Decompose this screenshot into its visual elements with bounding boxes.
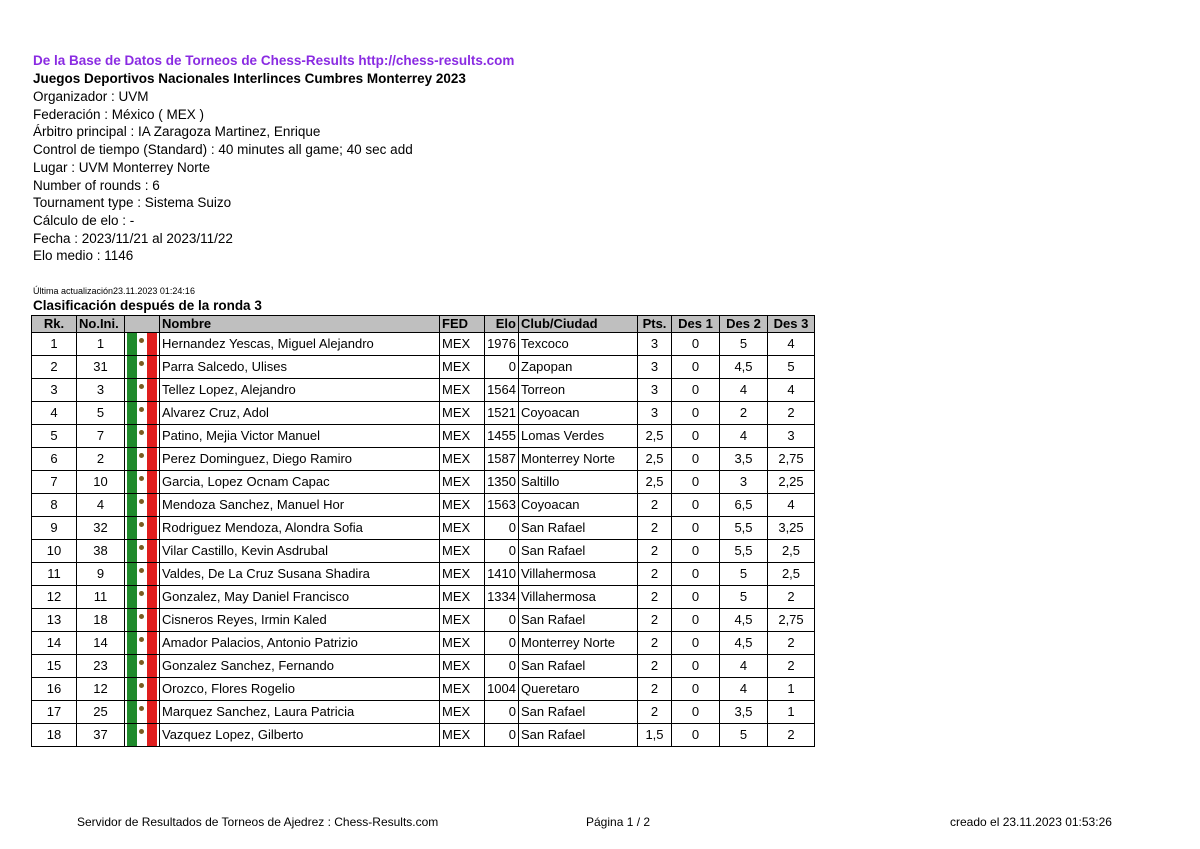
flag-cell	[125, 402, 160, 425]
mexico-flag-icon	[127, 540, 157, 562]
mexico-flag-icon	[127, 678, 157, 700]
column-header: Des 1	[672, 316, 720, 333]
last-update: Última actualización23.11.2023 01:24:16	[33, 286, 195, 296]
club-cell: Lomas Verdes	[519, 425, 638, 448]
club-cell: San Rafael	[519, 540, 638, 563]
tiebreak3-cell: 2	[768, 402, 815, 425]
start-no-cell: 14	[77, 632, 125, 655]
table-row	[32, 609, 815, 632]
rank-cell: 8	[32, 494, 77, 517]
mexico-flag-icon	[127, 724, 157, 746]
points-cell: 3	[638, 356, 672, 379]
table-row	[32, 586, 815, 609]
tiebreak2-cell: 4,5	[720, 609, 768, 632]
elo-cell: 0	[485, 701, 519, 724]
name-cell[interactable]: Cisneros Reyes, Irmin Kaled	[160, 609, 440, 632]
rank-cell: 5	[32, 425, 77, 448]
tiebreak2-cell: 4	[720, 379, 768, 402]
points-cell: 2,5	[638, 448, 672, 471]
points-cell: 3	[638, 402, 672, 425]
tiebreak3-cell: 2,5	[768, 563, 815, 586]
tiebreak3-cell: 1	[768, 701, 815, 724]
table-row	[32, 632, 815, 655]
table-row	[32, 494, 815, 517]
name-cell[interactable]: Marquez Sanchez, Laura Patricia	[160, 701, 440, 724]
tiebreak3-cell: 2,75	[768, 448, 815, 471]
fed-cell: MEX	[440, 540, 485, 563]
table-row	[32, 356, 815, 379]
mexico-flag-icon	[127, 655, 157, 677]
rank-cell: 15	[32, 655, 77, 678]
tiebreak2-cell: 3,5	[720, 701, 768, 724]
club-cell: San Rafael	[519, 701, 638, 724]
rank-cell: 1	[32, 333, 77, 356]
elo-cell: 1976	[485, 333, 519, 356]
name-cell[interactable]: Alvarez Cruz, Adol	[160, 402, 440, 425]
tiebreak3-cell: 1	[768, 678, 815, 701]
tiebreak1-cell: 0	[672, 586, 720, 609]
name-cell[interactable]: Vilar Castillo, Kevin Asdrubal	[160, 540, 440, 563]
footer-page: Página 1 / 2	[586, 815, 651, 829]
info-line: Federación : México ( MEX )	[33, 106, 205, 122]
fed-cell: MEX	[440, 471, 485, 494]
table-row	[32, 402, 815, 425]
tiebreak2-cell: 4	[720, 425, 768, 448]
name-cell[interactable]: Parra Salcedo, Ulises	[160, 356, 440, 379]
club-cell: San Rafael	[519, 609, 638, 632]
start-no-cell: 2	[77, 448, 125, 471]
table-row	[32, 425, 815, 448]
table-row	[32, 655, 815, 678]
rank-cell: 12	[32, 586, 77, 609]
tiebreak3-cell: 3,25	[768, 517, 815, 540]
start-no-cell: 12	[77, 678, 125, 701]
info-line: Fecha : 2023/11/21 al 2023/11/22	[33, 230, 233, 246]
column-header: Elo	[485, 316, 519, 333]
name-cell[interactable]: Patino, Mejia Victor Manuel	[160, 425, 440, 448]
rank-cell: 9	[32, 517, 77, 540]
tiebreak1-cell: 0	[672, 540, 720, 563]
rank-cell: 11	[32, 563, 77, 586]
fed-cell: MEX	[440, 586, 485, 609]
table-row	[32, 540, 815, 563]
flag-cell	[125, 448, 160, 471]
elo-cell: 0	[485, 724, 519, 747]
elo-cell: 1455	[485, 425, 519, 448]
column-header	[125, 316, 160, 333]
elo-cell: 1564	[485, 379, 519, 402]
tiebreak3-cell: 2	[768, 586, 815, 609]
table-row	[32, 678, 815, 701]
club-cell: Zapopan	[519, 356, 638, 379]
info-line: Árbitro principal : IA Zaragoza Martinez, Enrique	[33, 124, 321, 140]
club-cell: Saltillo	[519, 471, 638, 494]
standings-title: Clasificación después de la ronda 3	[33, 298, 262, 313]
tiebreak3-cell: 4	[768, 379, 815, 402]
mexico-flag-icon	[127, 609, 157, 631]
club-cell: Queretaro	[519, 678, 638, 701]
mexico-flag-icon	[127, 471, 157, 493]
name-cell[interactable]: Gonzalez, May Daniel Francisco	[160, 586, 440, 609]
name-cell[interactable]: Hernandez Yescas, Miguel Alejandro	[160, 333, 440, 356]
start-no-cell: 25	[77, 701, 125, 724]
column-header: Nombre	[160, 316, 440, 333]
table-row	[32, 701, 815, 724]
points-cell: 2	[638, 701, 672, 724]
flag-cell	[125, 655, 160, 678]
elo-cell: 1587	[485, 448, 519, 471]
table-row	[32, 517, 815, 540]
rank-cell: 10	[32, 540, 77, 563]
table-row	[32, 448, 815, 471]
club-cell: Coyoacan	[519, 402, 638, 425]
fed-cell: MEX	[440, 609, 485, 632]
elo-cell: 1350	[485, 471, 519, 494]
flag-cell	[125, 494, 160, 517]
tiebreak3-cell: 2,75	[768, 609, 815, 632]
flag-cell	[125, 701, 160, 724]
column-header: Rk.	[32, 316, 77, 333]
mexico-flag-icon	[127, 632, 157, 654]
elo-cell: 1521	[485, 402, 519, 425]
footer-created: creado el 23.11.2023 01:53:26	[950, 815, 1112, 829]
fed-cell: MEX	[440, 448, 485, 471]
rank-cell: 18	[32, 724, 77, 747]
points-cell: 2,5	[638, 471, 672, 494]
flag-cell	[125, 724, 160, 747]
tiebreak2-cell: 4,5	[720, 632, 768, 655]
flag-cell	[125, 333, 160, 356]
tiebreak3-cell: 2	[768, 632, 815, 655]
standings-table	[31, 315, 815, 747]
start-no-cell: 18	[77, 609, 125, 632]
name-cell[interactable]: Rodriguez Mendoza, Alondra Sofia	[160, 517, 440, 540]
mexico-flag-icon	[127, 517, 157, 539]
flag-cell	[125, 379, 160, 402]
table-row	[32, 724, 815, 747]
fed-cell: MEX	[440, 678, 485, 701]
club-cell: Villahermosa	[519, 586, 638, 609]
tiebreak3-cell: 2	[768, 655, 815, 678]
elo-cell: 0	[485, 609, 519, 632]
rank-cell: 7	[32, 471, 77, 494]
flag-cell	[125, 586, 160, 609]
tiebreak3-cell: 4	[768, 333, 815, 356]
tiebreak2-cell: 5,5	[720, 540, 768, 563]
club-cell: San Rafael	[519, 517, 638, 540]
column-header: Pts.	[638, 316, 672, 333]
info-line: Organizador : UVM	[33, 89, 149, 104]
tiebreak2-cell: 6,5	[720, 494, 768, 517]
tiebreak1-cell: 0	[672, 356, 720, 379]
rank-cell: 17	[32, 701, 77, 724]
tiebreak2-cell: 5	[720, 563, 768, 586]
club-cell: Monterrey Norte	[519, 632, 638, 655]
points-cell: 2	[638, 678, 672, 701]
club-cell: Torreon	[519, 379, 638, 402]
info-line: Lugar : UVM Monterrey Norte	[33, 159, 211, 175]
table-row	[32, 563, 815, 586]
tiebreak2-cell: 4	[720, 678, 768, 701]
tiebreak2-cell: 5	[720, 586, 768, 609]
tiebreak2-cell: 5,5	[720, 517, 768, 540]
fed-cell: MEX	[440, 632, 485, 655]
name-cell[interactable]: Tellez Lopez, Alejandro	[160, 379, 440, 402]
name-cell[interactable]: Garcia, Lopez Ocnam Capac	[160, 471, 440, 494]
points-cell: 2,5	[638, 425, 672, 448]
mexico-flag-icon	[127, 402, 157, 424]
points-cell: 3	[638, 333, 672, 356]
tiebreak1-cell: 0	[672, 632, 720, 655]
tiebreak1-cell: 0	[672, 563, 720, 586]
info-line: Tournament type : Sistema Suizo	[33, 195, 232, 211]
club-cell: San Rafael	[519, 655, 638, 678]
points-cell: 1,5	[638, 724, 672, 747]
table-row	[32, 333, 815, 356]
flag-cell	[125, 356, 160, 379]
source-link[interactable]: De la Base de Datos de Torneos de Chess-Results http://chess-results.com	[33, 53, 515, 68]
start-no-cell: 7	[77, 425, 125, 448]
tiebreak1-cell: 0	[672, 517, 720, 540]
tiebreak1-cell: 0	[672, 678, 720, 701]
tiebreak1-cell: 0	[672, 402, 720, 425]
start-no-cell: 10	[77, 471, 125, 494]
tiebreak3-cell: 5	[768, 356, 815, 379]
table-row	[32, 471, 815, 494]
elo-cell: 0	[485, 632, 519, 655]
points-cell: 2	[638, 517, 672, 540]
tiebreak1-cell: 0	[672, 609, 720, 632]
tiebreak3-cell: 2,25	[768, 471, 815, 494]
name-cell[interactable]: Valdes, De La Cruz Susana Shadira	[160, 563, 440, 586]
club-cell: San Rafael	[519, 724, 638, 747]
rank-cell: 13	[32, 609, 77, 632]
points-cell: 3	[638, 379, 672, 402]
points-cell: 2	[638, 632, 672, 655]
tiebreak1-cell: 0	[672, 448, 720, 471]
points-cell: 2	[638, 494, 672, 517]
column-header: Club/Ciudad	[519, 316, 638, 333]
rank-cell: 2	[32, 356, 77, 379]
name-cell[interactable]: Orozco, Flores Rogelio	[160, 678, 440, 701]
fed-cell: MEX	[440, 517, 485, 540]
fed-cell: MEX	[440, 563, 485, 586]
start-no-cell: 32	[77, 517, 125, 540]
fed-cell: MEX	[440, 379, 485, 402]
start-no-cell: 37	[77, 724, 125, 747]
tiebreak1-cell: 0	[672, 724, 720, 747]
name-cell[interactable]: Perez Dominguez, Diego Ramiro	[160, 448, 440, 471]
start-no-cell: 5	[77, 402, 125, 425]
tiebreak2-cell: 5	[720, 333, 768, 356]
fed-cell: MEX	[440, 701, 485, 724]
fed-cell: MEX	[440, 425, 485, 448]
tiebreak1-cell: 0	[672, 494, 720, 517]
mexico-flag-icon	[127, 425, 157, 447]
flag-cell	[125, 471, 160, 494]
fed-cell: MEX	[440, 402, 485, 425]
flag-cell	[125, 517, 160, 540]
points-cell: 2	[638, 540, 672, 563]
start-no-cell: 9	[77, 563, 125, 586]
tiebreak1-cell: 0	[672, 701, 720, 724]
rank-cell: 16	[32, 678, 77, 701]
fed-cell: MEX	[440, 333, 485, 356]
start-no-cell: 11	[77, 586, 125, 609]
tiebreak1-cell: 0	[672, 333, 720, 356]
elo-cell: 0	[485, 356, 519, 379]
info-line: Control de tiempo (Standard) : 40 minutes all game; 40 sec add	[33, 142, 413, 158]
table-row	[32, 379, 815, 402]
fed-cell: MEX	[440, 724, 485, 747]
column-header: Des 2	[720, 316, 768, 333]
start-no-cell: 4	[77, 494, 125, 517]
column-header: No.Ini.	[77, 316, 125, 333]
name-cell[interactable]: Gonzalez Sanchez, Fernando	[160, 655, 440, 678]
start-no-cell: 38	[77, 540, 125, 563]
tiebreak3-cell: 2	[768, 724, 815, 747]
mexico-flag-icon	[127, 494, 157, 516]
club-cell: Texcoco	[519, 333, 638, 356]
tiebreak1-cell: 0	[672, 425, 720, 448]
fed-cell: MEX	[440, 356, 485, 379]
tiebreak1-cell: 0	[672, 379, 720, 402]
tiebreak2-cell: 5	[720, 724, 768, 747]
points-cell: 2	[638, 655, 672, 678]
tiebreak2-cell: 4,5	[720, 356, 768, 379]
elo-cell: 1410	[485, 563, 519, 586]
points-cell: 2	[638, 609, 672, 632]
footer-server: Servidor de Resultados de Torneos de Ajedrez : Chess-Results.com	[77, 815, 439, 829]
name-cell[interactable]: Amador Palacios, Antonio Patrizio	[160, 632, 440, 655]
tiebreak1-cell: 0	[672, 471, 720, 494]
points-cell: 2	[638, 563, 672, 586]
start-no-cell: 1	[77, 333, 125, 356]
info-line: Cálculo de elo : -	[33, 212, 135, 228]
tiebreak2-cell: 4	[720, 655, 768, 678]
tournament-info	[33, 88, 514, 265]
fed-cell: MEX	[440, 494, 485, 517]
start-no-cell: 23	[77, 655, 125, 678]
flag-cell	[125, 678, 160, 701]
fed-cell: MEX	[440, 655, 485, 678]
club-cell: Villahermosa	[519, 563, 638, 586]
mexico-flag-icon	[127, 379, 157, 401]
mexico-flag-icon	[127, 701, 157, 723]
elo-cell: 1563	[485, 494, 519, 517]
tiebreak1-cell: 0	[672, 655, 720, 678]
rank-cell: 3	[32, 379, 77, 402]
tiebreak3-cell: 4	[768, 494, 815, 517]
column-header: Des 3	[768, 316, 815, 333]
elo-cell: 0	[485, 540, 519, 563]
tiebreak2-cell: 2	[720, 402, 768, 425]
info-line: Number of rounds : 6	[33, 177, 160, 193]
rank-cell: 6	[32, 448, 77, 471]
tiebreak3-cell: 3	[768, 425, 815, 448]
mexico-flag-icon	[127, 356, 157, 378]
column-header: FED	[440, 316, 485, 333]
info-line: Elo medio : 1146	[33, 248, 134, 264]
tiebreak3-cell: 2,5	[768, 540, 815, 563]
tiebreak2-cell: 3,5	[720, 448, 768, 471]
event-title: Juegos Deportivos Nacionales Interlinces Cumbres Monterrey 2023	[33, 71, 466, 86]
points-cell: 2	[638, 586, 672, 609]
mexico-flag-icon	[127, 333, 157, 355]
flag-cell	[125, 632, 160, 655]
elo-cell: 1004	[485, 678, 519, 701]
club-cell: Coyoacan	[519, 494, 638, 517]
rank-cell: 14	[32, 632, 77, 655]
flag-cell	[125, 540, 160, 563]
mexico-flag-icon	[127, 586, 157, 608]
document-header	[33, 52, 514, 265]
mexico-flag-icon	[127, 448, 157, 470]
table-header-row	[32, 316, 815, 333]
tiebreak2-cell: 3	[720, 471, 768, 494]
name-cell[interactable]: Vazquez Lopez, Gilberto	[160, 724, 440, 747]
mexico-flag-icon	[127, 563, 157, 585]
elo-cell: 0	[485, 517, 519, 540]
club-cell: Monterrey Norte	[519, 448, 638, 471]
elo-cell: 0	[485, 655, 519, 678]
elo-cell: 1334	[485, 586, 519, 609]
flag-cell	[125, 563, 160, 586]
start-no-cell: 31	[77, 356, 125, 379]
name-cell[interactable]: Mendoza Sanchez, Manuel Hor	[160, 494, 440, 517]
flag-cell	[125, 609, 160, 632]
start-no-cell: 3	[77, 379, 125, 402]
rank-cell: 4	[32, 402, 77, 425]
flag-cell	[125, 425, 160, 448]
